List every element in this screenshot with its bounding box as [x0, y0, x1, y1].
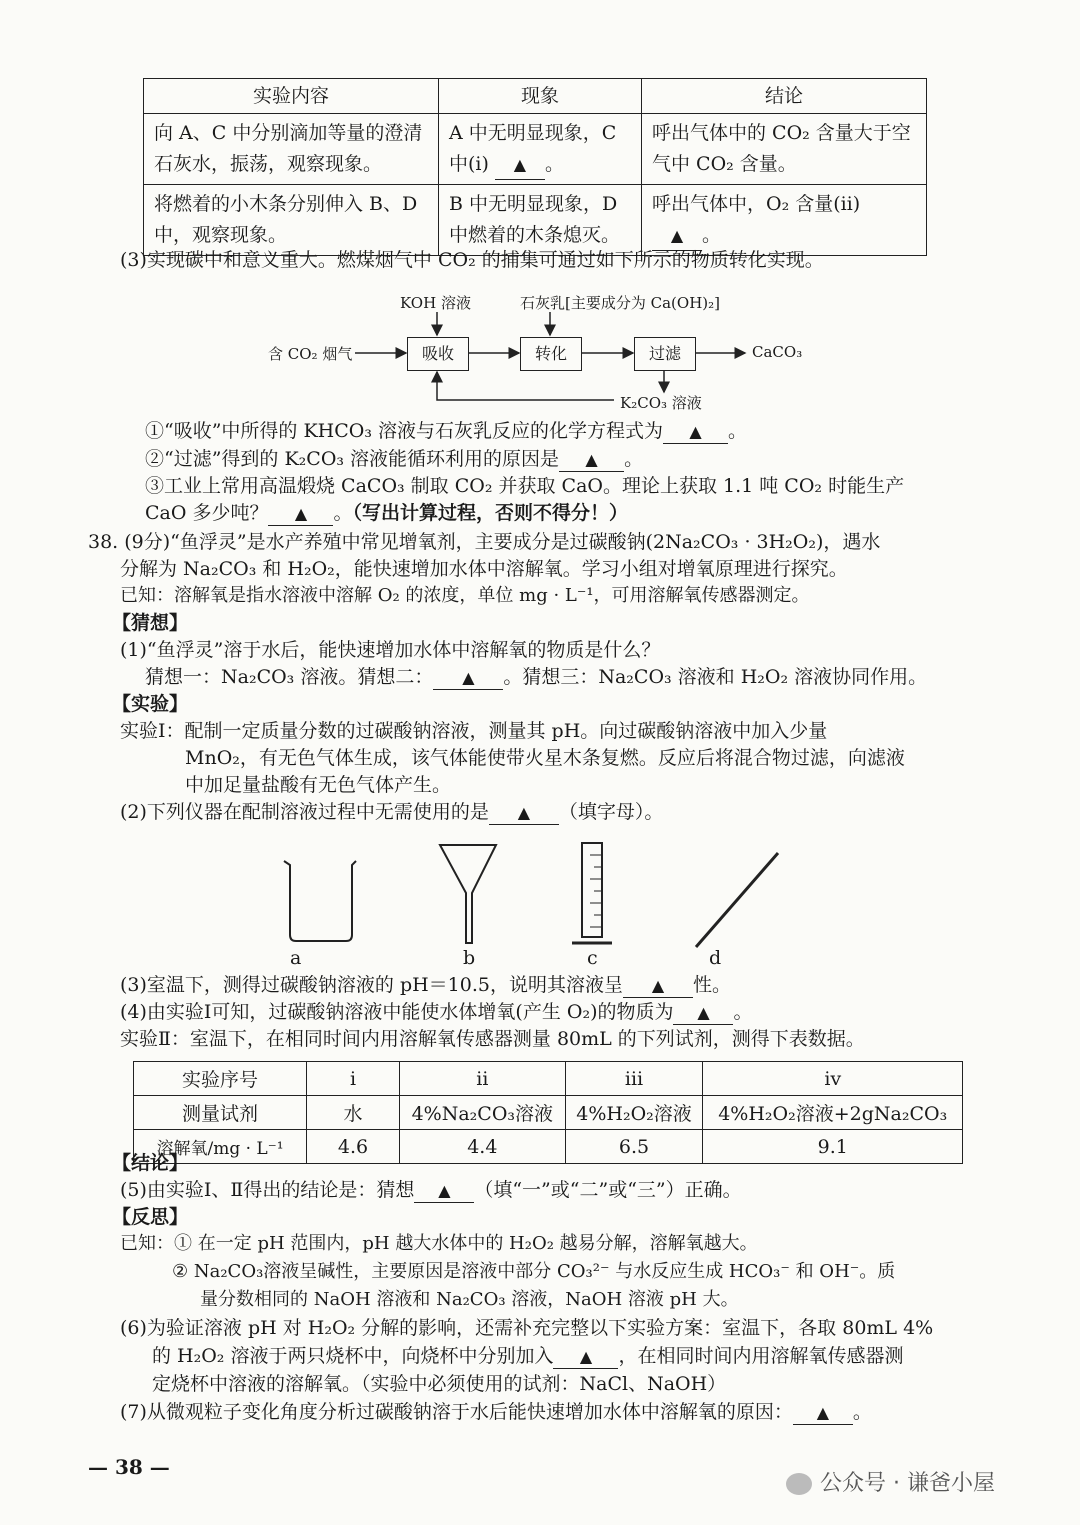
graduated-cylinder-icon	[572, 843, 612, 943]
table-cell: 4%H₂O₂溶液	[565, 1096, 703, 1130]
table-cell: 9.1	[703, 1130, 963, 1164]
answer-blank[interactable]	[433, 667, 503, 690]
text: (2)下列仪器在配制溶液过程中无需使用的是	[120, 801, 489, 823]
answer-blank[interactable]	[663, 421, 728, 444]
q38-q6-line2	[152, 1346, 903, 1369]
watermark-text: 公众号 · 谦爸小屋	[820, 1471, 995, 1496]
q38-q3	[120, 975, 731, 998]
apparatus-label-b: b	[463, 947, 476, 969]
table-cell: ⅰ	[307, 1062, 400, 1096]
text: 性。	[693, 974, 732, 996]
q38-q1: (1)“鱼浮灵”溶于水后，能快速增加水体中溶解氧的物质是什么？	[120, 639, 661, 661]
text: (7)从微观粒子变化角度分析过碳酸钠溶于水后能快速增加水体中溶解氧的原因：	[120, 1401, 793, 1423]
text: （填“一”或“二”或“三”）正确。	[474, 1179, 742, 1201]
q38-q6-line3: 定烧杯中溶液的溶解氧。（实验中必须使用的试剂：NaCl、NaOH）	[152, 1373, 727, 1395]
q38-q2	[120, 802, 663, 825]
blank-mark: ▲	[697, 1003, 710, 1022]
answer-blank[interactable]	[268, 503, 333, 526]
q38-q7: (7)从微观粒子变化角度分析过碳酸钠溶于水后能快速增加水体中溶解氧的原因： ▲ 。	[120, 1401, 872, 1423]
reflect-known-1: 已知：① 在一定 pH 范围内，pH 越大水体中的 H₂O₂ 越易分解，溶解氧越大。	[120, 1233, 758, 1254]
note: （写出计算过程，否则不得分！）	[352, 502, 629, 524]
blank-mark: ▲	[585, 450, 598, 469]
table-row	[134, 1062, 963, 1096]
blank-mark: ▲	[816, 1403, 830, 1422]
table-header: 结论	[642, 79, 927, 114]
q38-line1: 38. (9分)“鱼浮灵”是水产养殖中常见增氧剂，主要成分是过碳酸钠(2Na₂CO₃ · 3H₂O₂)，遇水	[88, 531, 881, 553]
q3-item-1: ①“吸收”中所得的 KHCO₃ 溶液与石灰乳反应的化学方程式为 ▲ 。	[145, 420, 748, 442]
apparatus-label-a: a	[290, 947, 302, 969]
table-cell: 4.6	[307, 1130, 400, 1164]
table-cell: 呼出气体中，O₂ 含量(ⅱ) ▲ 。	[642, 185, 927, 256]
reflect-known-2a: ② Na₂CO₃溶液呈碱性，主要原因是溶液中部分 CO₃²⁻ 与水反应生成 HCO₃⁻ 和 OH⁻。质	[172, 1261, 896, 1282]
convert-box: 转化	[520, 337, 582, 371]
reflect-known-2b: 量分数相同的 NaOH 溶液和 Na₂CO₃ 溶液，NaOH 溶液 pH 大。	[200, 1289, 739, 1310]
lime-label: 石灰乳[主要成分为 Ca(OH)₂]	[520, 294, 720, 312]
answer-blank[interactable]	[623, 975, 693, 998]
table-cell: 6.5	[565, 1130, 703, 1164]
table-row	[134, 1096, 963, 1130]
koh-label: KOH 溶液	[400, 294, 471, 312]
table-cell: ⅱ	[400, 1062, 566, 1096]
answer-blank[interactable]	[489, 802, 559, 825]
table-cell: 4%Na₂CO₃溶液	[400, 1096, 566, 1130]
text: CaO 多少吨？	[145, 502, 269, 524]
q3-item-3-cont: CaO 多少吨？ ▲ 。（写出计算过程，否则不得分！）	[145, 502, 629, 524]
blank-mark: ▲	[579, 1347, 593, 1366]
text: (4)由实验Ⅰ可知，过碳酸钠溶液中能使水体增氧(产生 O₂)的物质为	[120, 1001, 674, 1023]
text: (3)室温下，测得过碳酸钠溶液的 pH＝10.5，说明其溶液呈	[120, 974, 623, 996]
blank-mark: ▲	[513, 154, 527, 174]
blank-mark: ▲	[670, 225, 684, 245]
blank-mark: ▲	[689, 422, 702, 441]
answer-blank[interactable]	[793, 1402, 853, 1425]
table-header: 实验内容	[144, 79, 439, 114]
q3-item-3: ③工业上常用高温煅烧 CaCO₃ 制取 CO₂ 并获取 CaO。理论上获取 1.1 吨 CO₂ 时能生产	[145, 475, 905, 497]
apparatus-label-d: d	[709, 947, 722, 969]
absorb-box: 吸收	[407, 337, 469, 371]
cell-text: A 中无明显现象，C 中(ⅰ)	[449, 122, 617, 175]
exp2-line: 实验Ⅱ：室温下，在相同时间内用溶解氧传感器测量 80mL 的下列试剂，测得下表数据。	[120, 1028, 865, 1050]
beaker-icon	[284, 861, 356, 941]
q38-line2: 分解为 Na₂CO₃ 和 H₂O₂，能快速增加水体中溶解氧。学习小组对增氧原理进行探究。	[120, 558, 848, 580]
exp1-line1: 实验Ⅰ：配制一定质量分数的过碳酸钠溶液，测量其 pH。向过碳酸钠溶液中加入少量	[120, 720, 828, 742]
cell-text: 呼出气体中，O₂ 含量(ⅱ)	[652, 193, 861, 216]
watermark	[786, 1466, 995, 1497]
answer-blank[interactable]	[553, 1346, 618, 1369]
section-conclusion: 【结论】	[112, 1152, 189, 1174]
exp1-line2: MnO₂，有无色气体生成，该气体能使带火星木条复燃。反应后将混合物过滤，向滤液	[185, 747, 905, 769]
exp1-line3: 中加足量盐酸有无色气体产生。	[185, 774, 452, 796]
text: 的 H₂O₂ 溶液于两只烧杯中，向烧杯中分别加入	[152, 1345, 554, 1367]
cell-text: 呼出气体中的 CO₂ 含量大于空气中 CO₂ 含量。	[652, 122, 911, 175]
q38-q6-line1: (6)为验证溶液 pH 对 H₂O₂ 分解的影响，还需补充完整以下实验方案：室温下，各取 80mL 4%	[120, 1317, 934, 1339]
byproduct-label: K₂CO₃ 溶液	[620, 394, 702, 412]
table-cell: 水	[307, 1096, 400, 1130]
row-header: 溶解氧/mg · L⁻¹	[134, 1130, 307, 1164]
blank-mark: ▲	[294, 504, 308, 523]
answer-blank[interactable]	[414, 1180, 474, 1203]
blank-mark: ▲	[651, 976, 665, 995]
apparatus-label-c: c	[587, 947, 598, 969]
table-row	[134, 1130, 963, 1164]
answer-blank[interactable]	[673, 1002, 733, 1025]
row-header: 实验序号	[134, 1062, 307, 1096]
wechat-icon	[786, 1473, 812, 1495]
section-guess: 【猜想】	[112, 612, 189, 634]
text: ②“过滤”得到的 K₂CO₃ 溶液能循环利用的原因是	[145, 448, 560, 470]
answer-blank[interactable]	[559, 449, 624, 472]
cell-text: B 中无明显现象，D 中燃着的木条熄灭。	[449, 193, 621, 246]
glass-rod-icon	[696, 853, 778, 947]
page-number: — 38 —	[88, 1455, 170, 1479]
table-cell: ⅳ	[703, 1062, 963, 1096]
dissolved-oxygen-table	[133, 1061, 963, 1164]
question-3-intro: (3)实现碳中和意义重大。燃煤烟气中 CO₂ 的捕集可通过如下所示的物质转化实现。	[120, 249, 824, 271]
flow-input-label: 含 CO₂ 烟气	[268, 345, 353, 363]
q38-q5	[120, 1180, 742, 1203]
filter-box: 过滤	[634, 337, 696, 371]
section-experiment: 【实验】	[112, 693, 189, 715]
text: （填字母）。	[558, 801, 664, 823]
q38-known: 已知：溶解氧是指水溶液中溶解 O₂ 的浓度，单位 mg · L⁻¹，可用溶解氧传感器测定。	[120, 585, 810, 606]
table-cell: 4.4	[400, 1130, 566, 1164]
q38-q4: (4)由实验Ⅰ可知，过碳酸钠溶液中能使水体增氧(产生 O₂)的物质为 ▲ 。	[120, 1001, 753, 1023]
blank-mark: ▲	[517, 803, 531, 822]
cell-text: 将燃着的小木条分别伸入 B、D 中，观察现象。	[154, 193, 418, 246]
q38-guesses	[145, 667, 927, 690]
text: (5)由实验Ⅰ、Ⅱ得出的结论是：猜想	[120, 1179, 415, 1201]
text: ①“吸收”中所得的 KHCO₃ 溶液与石灰乳反应的化学方程式为	[145, 420, 664, 442]
row-header: 测量试剂	[134, 1096, 307, 1130]
text: 猜想一：Na₂CO₃ 溶液。猜想二：	[145, 666, 434, 688]
text: ，在相同时间内用溶解氧传感器测	[618, 1345, 904, 1367]
flow-output-label: CaCO₃	[752, 343, 803, 361]
blank-mark: ▲	[438, 1181, 451, 1200]
q3-item-2: ②“过滤”得到的 K₂CO₃ 溶液能循环利用的原因是 ▲ 。	[145, 448, 644, 470]
text: 。猜想三：Na₂CO₃ 溶液和 H₂O₂ 溶液协同作用。	[503, 666, 928, 688]
funnel-icon	[440, 845, 496, 943]
cell-text: 向 A、C 中分别滴加等量的澄清石灰水，振荡，观察现象。	[154, 122, 423, 175]
section-reflection: 【反思】	[112, 1206, 189, 1228]
blank-mark: ▲	[462, 668, 475, 687]
table-cell: A 中无明显现象，C 中(ⅰ) ▲ 。	[439, 114, 642, 185]
table-header: 现象	[439, 79, 642, 114]
table-cell: 4%H₂O₂溶液+2gNa₂CO₃	[703, 1096, 963, 1130]
table-cell: ⅲ	[565, 1062, 703, 1096]
